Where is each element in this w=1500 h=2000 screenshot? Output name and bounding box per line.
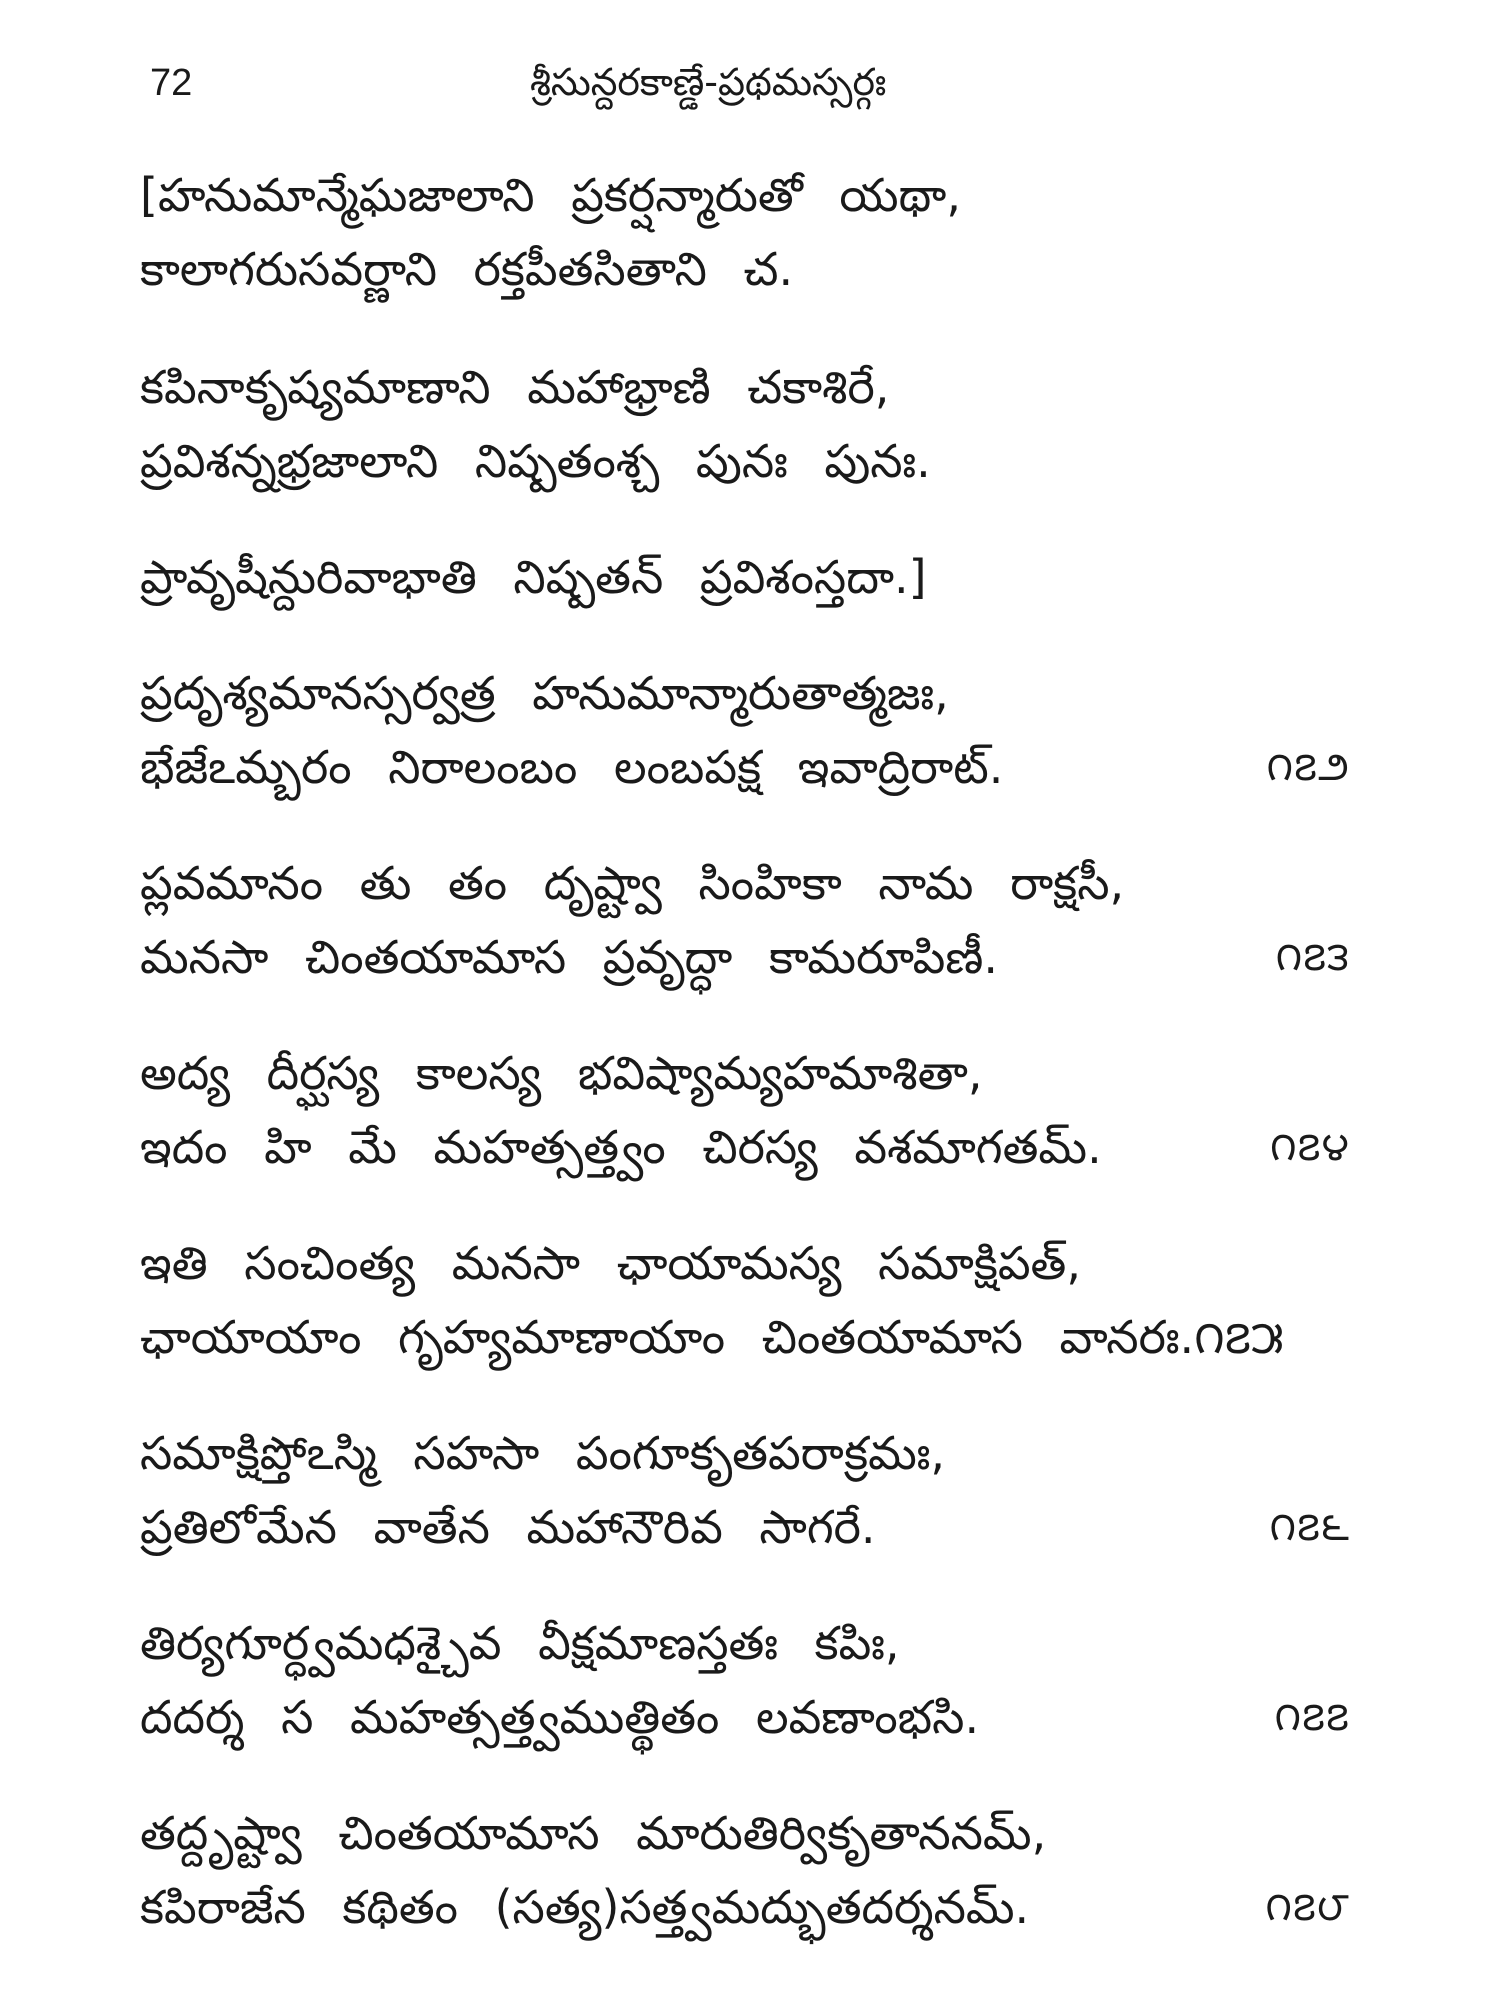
verse-line-text: ఇదం హి మే మహత్సత్త్వం చిరస్య వశమాగతమ్. [140,1120,1102,1174]
verse-number: ౧౭౭ [1274,1694,1350,1740]
verse-list [140,158,1350,1944]
verse-line [140,920,1350,994]
verse-line: కపినాకృష్యమాణాని మహాభ్రాణి చకాశిరే, [140,360,890,414]
verse-line [140,1680,1350,1754]
verse-line: ఇతి సంచింత్య మనసా ఛాయామస్య సమాక్షిపత్, [140,1236,1081,1290]
verse-line-text: ప్రతిలోమేన వాతేన మహానౌరివ సాగరే. [140,1500,876,1554]
verse-line-text: కపిరాజేన కథితం (సత్య)సత్త్వమద్భుతదర్శనమ్. [140,1880,1030,1934]
verse [140,1036,1350,1184]
verse-line: సమాక్షిప్తోఽస్మి సహసా పంగూకృతపరాక్రమః, [140,1426,946,1480]
verse [140,350,1350,498]
verse-line: ప్రవిశన్నభ్రజాలాని నిష్పతంశ్చ పునః పునః. [140,434,931,488]
verse-line: కాలాగరుసవర్ణాని రక్తపీతసితాని చ. [140,242,794,296]
verse-line: అద్య దీర్ఘస్య కాలస్య భవిష్యామ్యహమాశితా, [140,1046,983,1100]
verse-line [140,1870,1350,1944]
verse [140,1226,1350,1374]
verse-line [140,730,1350,804]
verse-line: తిర్యగూర్ధ్వమధశ్చైవ వీక్షమాణస్తతః కపిః, [140,1616,900,1670]
verse-line-text: మనసా చింతయామాస ప్రవృద్ధా కామరూపిణీ. [140,930,999,984]
verse [140,1606,1350,1754]
verse-line: [హనుమాన్మేఘజాలాని ప్రకర్షన్మారుతో యథా, [140,168,962,222]
verse-number: ౧౭౨ [1266,744,1350,790]
verse-line: ప్లవమానం తు తం దృష్ట్వా సింహికా నామ రాక్షసీ, [140,856,1125,910]
verse-line: ప్రదృశ్యమానస్సర్వత్ర హనుమాన్మారుతాత్మజః, [140,666,949,720]
verse [140,540,1350,614]
verse-line-text: భేజేఽమ్బరం నిరాలంబం లంబపక్ష ఇవాద్రిరాట్. [140,740,1004,794]
verse-line: ప్రావృషీన్దురివాభాతి నిష్పతన్ ప్రవిశంస్తదా.] [140,550,927,604]
verse [140,158,1350,306]
verse-line [140,1490,1350,1564]
page-header [150,62,1350,132]
verse-number: ౧౭౩ [1275,934,1350,980]
verse-line [140,1110,1350,1184]
verse-line: తద్దృష్ట్వా చింతయామాస మారుతిర్వికృతాననమ్, [140,1806,1047,1860]
running-title: శ్రీసున్దరకాణ్డే-ప్రథమస్సర్గః [530,60,887,104]
page-number: 72 [150,62,193,104]
verse [140,846,1350,994]
verse [140,656,1350,804]
verse-line-text: దదర్శ స మహత్సత్త్వముత్థితం లవణాంభసి. [140,1690,980,1744]
verse-line: ఛాయాయాం గృహ్యమాణాయాం చింతయామాస వానరః.౧౭౫ [140,1310,1284,1364]
verse-number: ౧౭౬ [1269,1504,1350,1550]
verse-number: ౧౭౮ [1265,1884,1350,1930]
verse [140,1796,1350,1944]
verse-number: ౧౭౪ [1270,1124,1350,1170]
verse [140,1416,1350,1564]
